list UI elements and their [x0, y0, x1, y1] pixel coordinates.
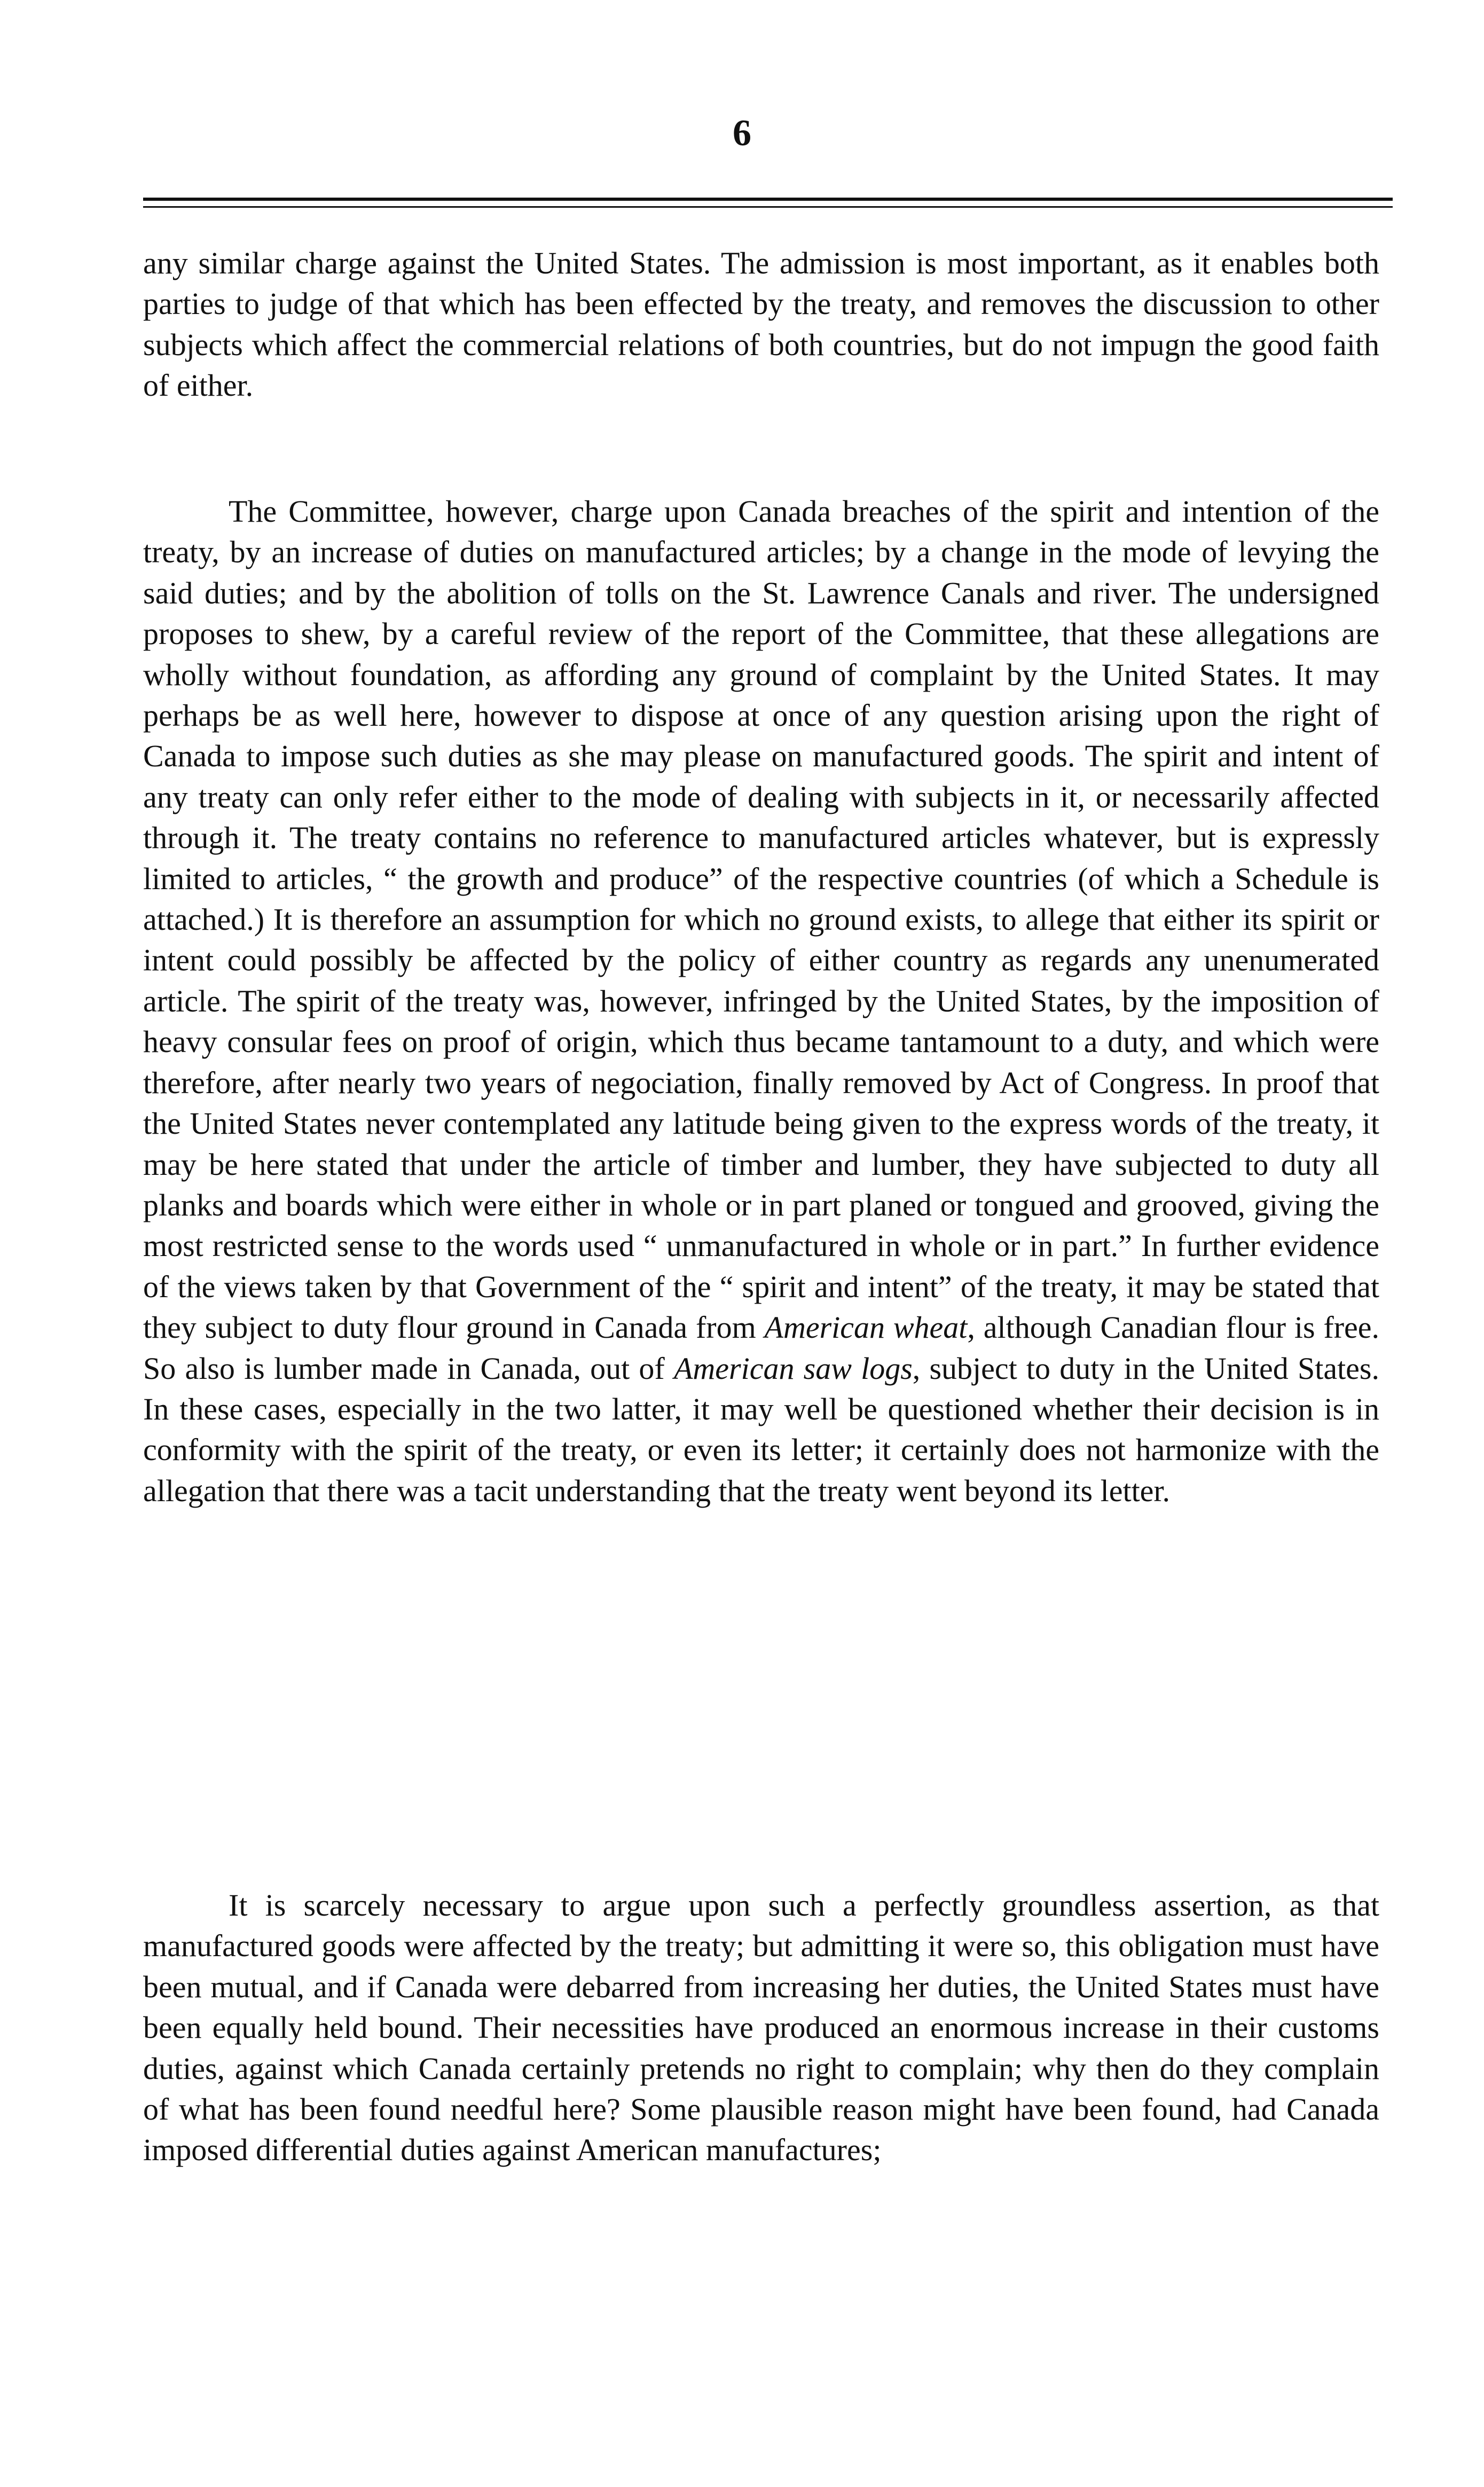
header-rule-thick — [143, 198, 1393, 201]
paragraph-2-text-c: , subject to duty in the United States. In these cases, especially in the two latter, it may well be questioned whether their decision is in conformity with the spirit of the treaty, or even its letter; it certainly does not harmonize with the allegation that there was a tacit understanding that the treaty went beyond its letter. — [143, 1351, 1379, 1508]
emphasis-american-saw-logs: American saw logs — [673, 1351, 913, 1386]
paragraph-2-text-b: , although Canadian flour is free. So also is lumber made in Canada, out of — [143, 1310, 1380, 1386]
header-rule-thin — [143, 206, 1393, 208]
paragraph-1: any similar charge against the United States. The admission is most important, as it enables both parties to judge of that which has been effected by the treaty, and removes the discussion to other subjects which affect the commercial relations of both countries, but do not impugn the good faith of either. — [143, 246, 1379, 403]
paragraph-3: It is scarcely necessary to argue upon such a perfectly groundless assertion, as that manufactured goods were affected by the treaty; but admitting it were so, this obligation must have been mutual, and if Canada were debarred from increasing her duties, the United States must have been equally held bound. Their necessities have produced an enormous increase in their customs duties, against which Canada certainly pretends no right to complain; why then do they complain of what has been found needful here? Some plausible reason might have been found, had Canada imposed differential duties against American manufactures; — [143, 1888, 1379, 2168]
paragraph-2-text-a: The Committee, however, charge upon Canada breaches of the spirit and intention of the treaty, by an increase of duties on manufactured articles; by a change in the mode of levying the said duties; and by the abolition of tolls on the St. Lawrence Canals and river. The undersigned proposes to shew, by a careful review of the report of the Committee, that these allegations are wholly without foundation, as affording any ground of complaint by the United States. It may perhaps be as well here, however to dispose at once of any question arising upon the right of Canada to impose such duties as she may please on manufactured goods. The spirit and intent of any treaty can only refer either to the mode of dealing with subjects in it, or necessarily affected through it. The treaty contains no reference to manufactured articles whatever, but is expressly limited to articles, “ the growth and produce” of the respective countries (of which a Schedule is attached.) It is therefore an assumption for which no ground exists, to allege that either its spirit or intent could possibly be affected by the policy of either country as regards any unenumerated article. The spirit of the treaty was, however, infringed by the United States, by the imposition of heavy consular fees on proof of origin, which thus became tantamount to a duty, and which were therefore, after nearly two years of negociation, finally removed by Act of Congress. In proof that the United States never contemplated any latitude being given to the express words of the treaty, it may be here stated that under the article of timber and lumber, they have subjected to duty all planks and boards which were either in whole or in part planed or tongued and grooved, giving the most restricted sense to the words used “ unmanufactured in whole or in part.” In further evidence of the views taken by that Government of the “ spirit and intent” of the treaty, it may be stated that they subject to duty flour ground in Canada from — [143, 494, 1379, 1345]
emphasis-american-wheat: American wheat — [764, 1310, 968, 1345]
page-number: 6 — [733, 113, 751, 154]
paragraph-2 — [143, 491, 1379, 1511]
